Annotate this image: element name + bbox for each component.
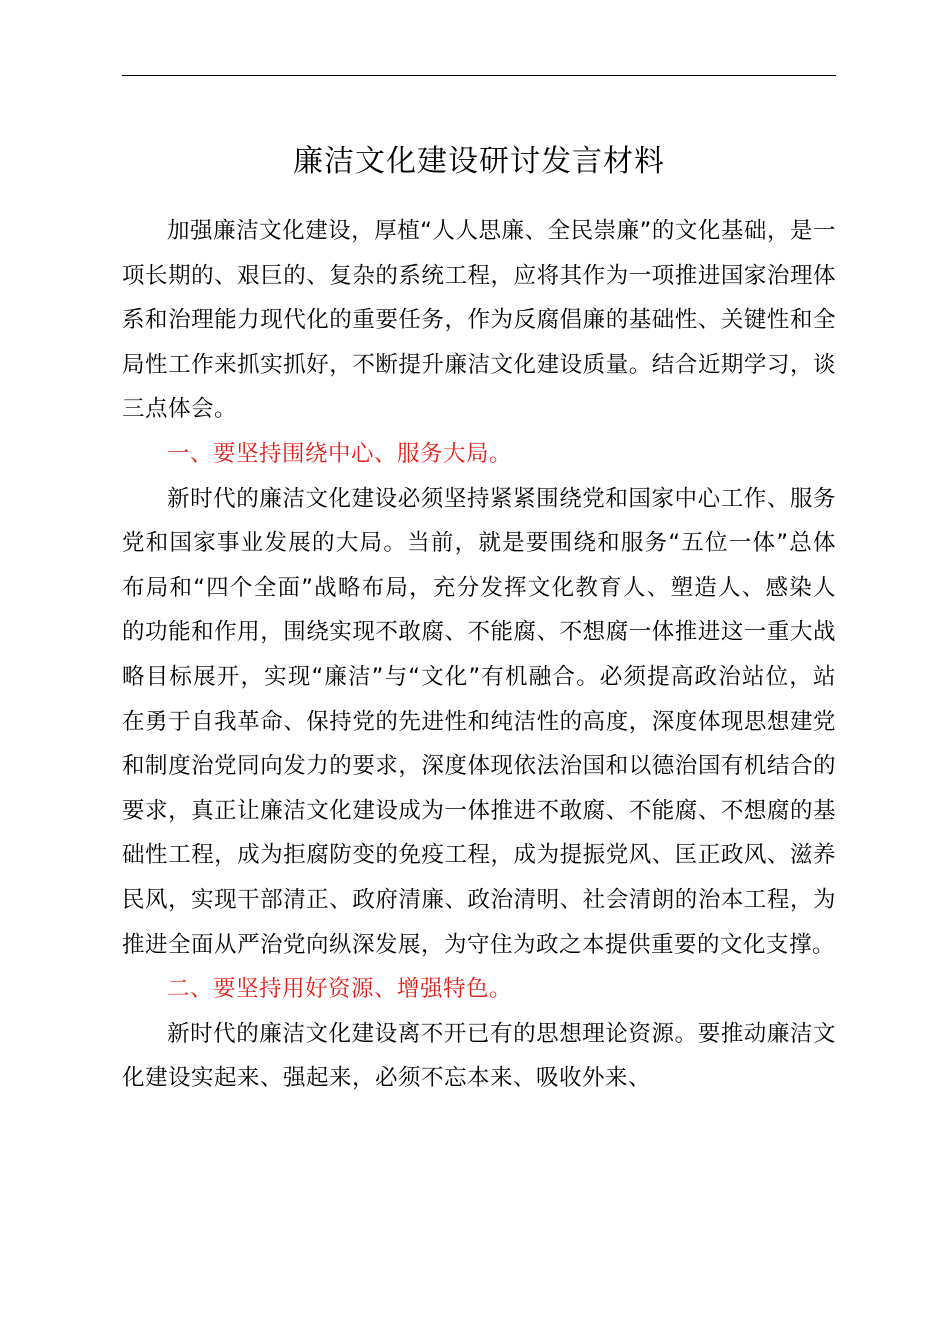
paragraph-intro: 加强廉洁文化建设，厚植“人人思廉、全民崇廉”的文化基础，是一项长期的、艰巨的、复杂的系统工程，应将其作为一项推进国家治理体系和治理能力现代化的重要任务，作为反腐倡廉的基础性、关键性和全局性工作来抓实抓好，不断提升廉洁文化建设质量。结合近期学习，谈三点体会。: [122, 218, 836, 423]
paragraph-section-2: 新时代的廉洁文化建设离不开已有的思想理论资源。要推动廉洁文化建设实起来、强起来，必须不忘本来、吸收外来、: [122, 1020, 836, 1092]
paragraph-section-1: 新时代的廉洁文化建设必须坚持紧紧围绕党和国家中心工作、服务党和国家事业发展的大局。当前，就是要围绕和服务“五位一体”总体布局和“四个全面”战略布局，充分发挥文化教育人、塑造人、感染人的功能和作用，围绕实现不敢腐、不能腐、不想腐一体推进这一重大战略目标展开，实现“廉洁”与“文化”有机融合。必须提高政治站位，站在勇于自我革命、保持党的先进性和纯洁性的高度，深度体现思想建党和制度治党同向发力的要求，深度体现依法治国和以德治国有机结合的要求，真正让廉洁文化建设成为一体推进不敢腐、不能腐、不想腐的基础性工程，成为拒腐防变的免疫工程，成为提振党风、匡正政风、滋养民风，实现干部清正、政府清廉、政治清明、社会清朗的治本工程，为推进全面从严治党向纵深发展，为守住为政之本提供重要的文化支撑。: [122, 485, 836, 958]
header-rule: [122, 75, 836, 76]
page-title: 廉洁文化建设研讨发言材料: [293, 144, 665, 179]
section-heading-2: 二、要坚持用好资源、增强特色。: [167, 976, 513, 1003]
section-heading-1: 一、要坚持围绕中心、服务大局。: [167, 440, 513, 467]
document-body: [122, 209, 836, 1101]
